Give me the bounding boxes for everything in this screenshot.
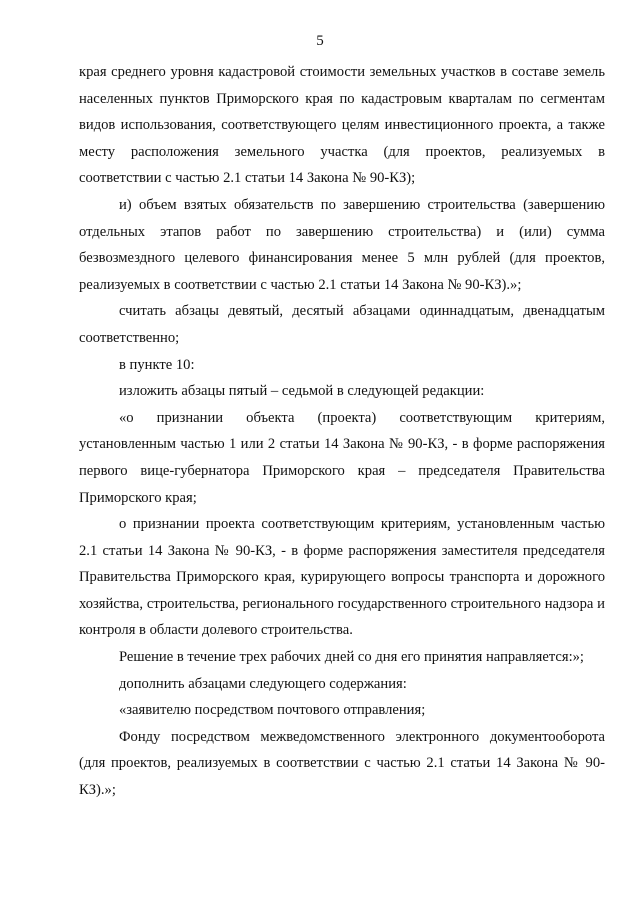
page-number: 5: [316, 33, 324, 49]
paragraph-point-10: в пункте 10:: [119, 356, 195, 373]
paragraph-supplement: дополнить абзацами следующего содержания:: [119, 675, 407, 692]
document-body: [79, 59, 605, 804]
paragraph-project-recognition: о признании проекта соответствующим критериям, установленным частью 2.1 статьи 14 Закона № 90-КЗ, - в форме распоряжения заместителя председателя Правительства Приморского края, курирующего вопросы транспорта и дорожного хозяйства, строительства, регионального государственного строительного надзора и контроля в области долевого строительства.: [79, 516, 605, 639]
paragraph-item-i: и) объем взятых обязательств по завершению строительства (завершению отдельных этапов работ по завершению строительства) и (или) сумма безвозмездного целевого финансирования менее 5 млн рублей (для проектов, реализуемых в соответствии с частью 2.1 статьи 14 Закона № 90-КЗ).»;: [79, 196, 605, 293]
paragraph-decision: Решение в течение трех рабочих дней со дня его принятия направляется:»;: [119, 649, 584, 666]
paragraph-continuation: края среднего уровня кадастровой стоимости земельных участков в составе земель населенных пунктов Приморского края по кадастровым кварталам по сегментам видов использования, соответствующего целям инвестиционного проекта, а также месту расположения земельного участка (для проектов, реализуемых в соответствии с частью 2.1 статьи 14 Закона № 90-КЗ);: [79, 64, 605, 187]
paragraph-fund: Фонду посредством межведомственного электронного документооборота (для проектов, реализуемых в соответствии с частью 2.1 статьи 14 Закона № 90-КЗ).»;: [79, 728, 605, 799]
paragraph-applicant: «заявителю посредством почтового отправления;: [119, 702, 426, 719]
paragraph-restate: изложить абзацы пятый – седьмой в следующей редакции:: [119, 383, 485, 400]
paragraph-object-recognition: «о признании объекта (проекта) соответствующим критериям, установленным частью 1 или 2 статьи 14 Закона № 90-КЗ, - в форме распоряжения первого вице-губернатора Приморского края – председателя Правительства Приморского края;: [79, 409, 605, 506]
paragraph-renumber: считать абзацы девятый, десятый абзацами одиннадцатым, двенадцатым соответственно;: [79, 303, 605, 346]
